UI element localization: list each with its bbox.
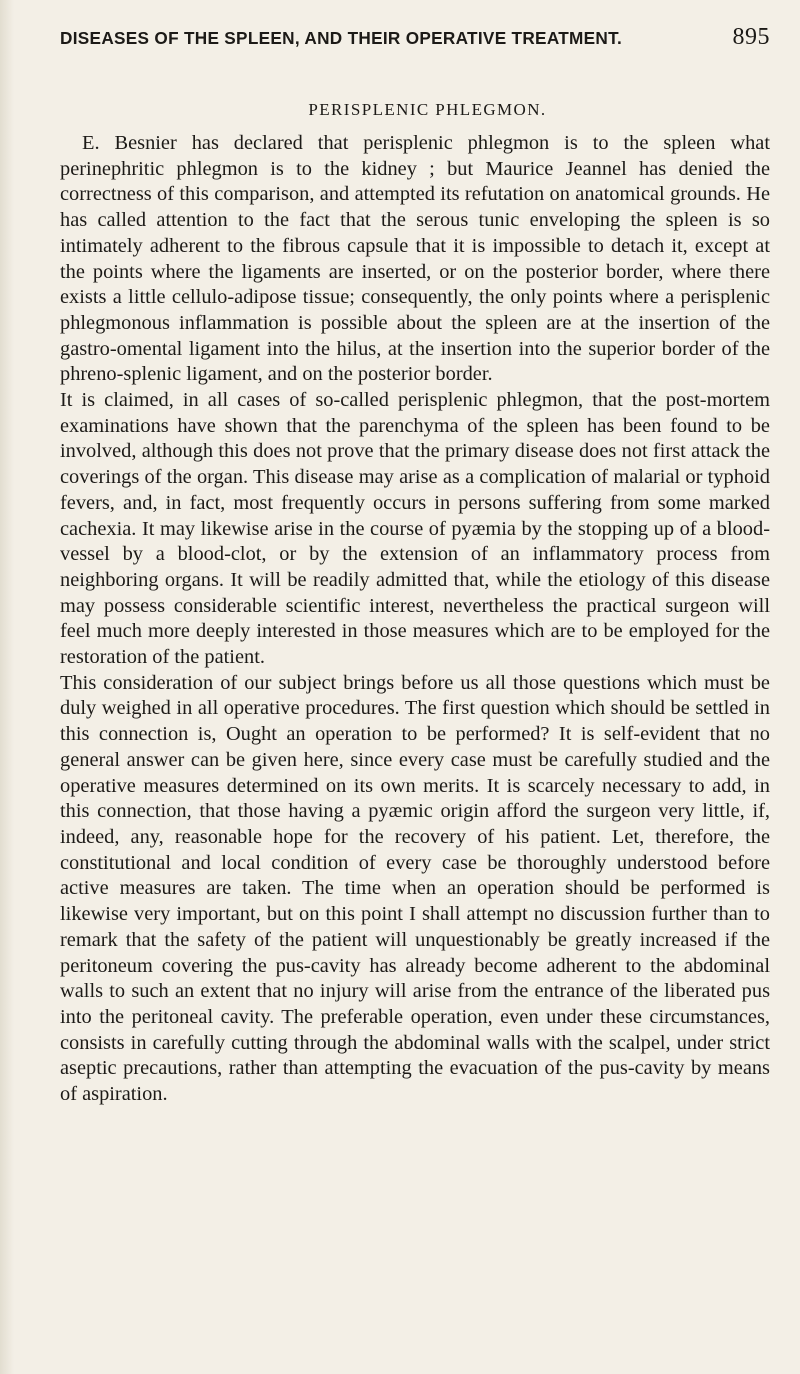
section-title: PERISPLENIC PHLEGMON. bbox=[308, 100, 547, 119]
page-number: 895 bbox=[732, 24, 770, 50]
body-text bbox=[60, 131, 770, 1108]
paragraph-2: It is claimed, in all cases of so-called perisplenic phlegmon, that the post-mortem examinations have shown that the parenchyma of the spleen has been found to be involved, although this does not prove that the primary disease does not first attack the coverings of the organ. This disease may arise as a complication of malarial or typhoid fevers, and, in fact, most frequently occurs in persons suffering from some marked cachexia. It may likewise arise in the course of pyæmia by the stopping up of a blood-vessel by a blood-clot, or by the extension of an inflammatory process from neighboring organs. It will be readily admitted that, while the etiology of this disease may possess considerable scientific interest, nevertheless the practical surgeon will feel much more deeply interested in those measures which are to be employed for the restoration of the patient. bbox=[60, 389, 770, 669]
running-head bbox=[60, 24, 770, 51]
running-title: DISEASES OF THE SPLEEN, AND THEIR OPERATIVE TREATMENT. bbox=[60, 28, 623, 48]
paragraph-1: E. Besnier has declared that perisplenic phlegmon is to the spleen what perinephritic phlegmon is to the kidney ; but Maurice Jeannel has denied the correctness of this comparison, and attempted its refutation on anatomical grounds. He has called attention to the fact that the serous tunic enveloping the spleen is so intimately adherent to the fibrous capsule that it is impossible to detach it, except at the points where the ligaments are inserted, or on the posterior border, where there exists a little cellulo-adipose tissue; consequently, the only points where a perisplenic phlegmonous inflammation is possible about the spleen are at the insertion of the gastro-omental ligament into the hilus, at the insertion into the superior border of the phreno-splenic ligament, and on the posterior border. bbox=[60, 132, 770, 386]
paragraph-3: This consideration of our subject brings before us all those questions which must be duly weighed in all operative procedures. The first question which should be settled in this connection is, Ought an operation to be performed? It is self-evident that no general answer can be given here, since every case must be carefully studied and the operative measures determined on its own merits. It is scarcely necessary to add, in this connection, that those having a pyæmic origin afford the surgeon very little, if, indeed, any, reasonable hope for the recovery of his patient. Let, therefore, the constitutional and local condition of every case be thoroughly understood before active measures are taken. The time when an operation should be performed is likewise very important, but on this point I shall attempt no discussion further than to remark that the safety of the patient will unquestionably be greatly increased if the peritoneum covering the pus-cavity has already become adherent to the abdominal walls to such an extent that no injury will arise from the entrance of the liberated pus into the peritoneal cavity. The preferable operation, even under these circumstances, consists in carefully cutting through the abdominal walls with the scalpel, under strict aseptic precautions, rather than attempting the evacuation of the pus-cavity by means of aspiration. bbox=[60, 671, 770, 1106]
